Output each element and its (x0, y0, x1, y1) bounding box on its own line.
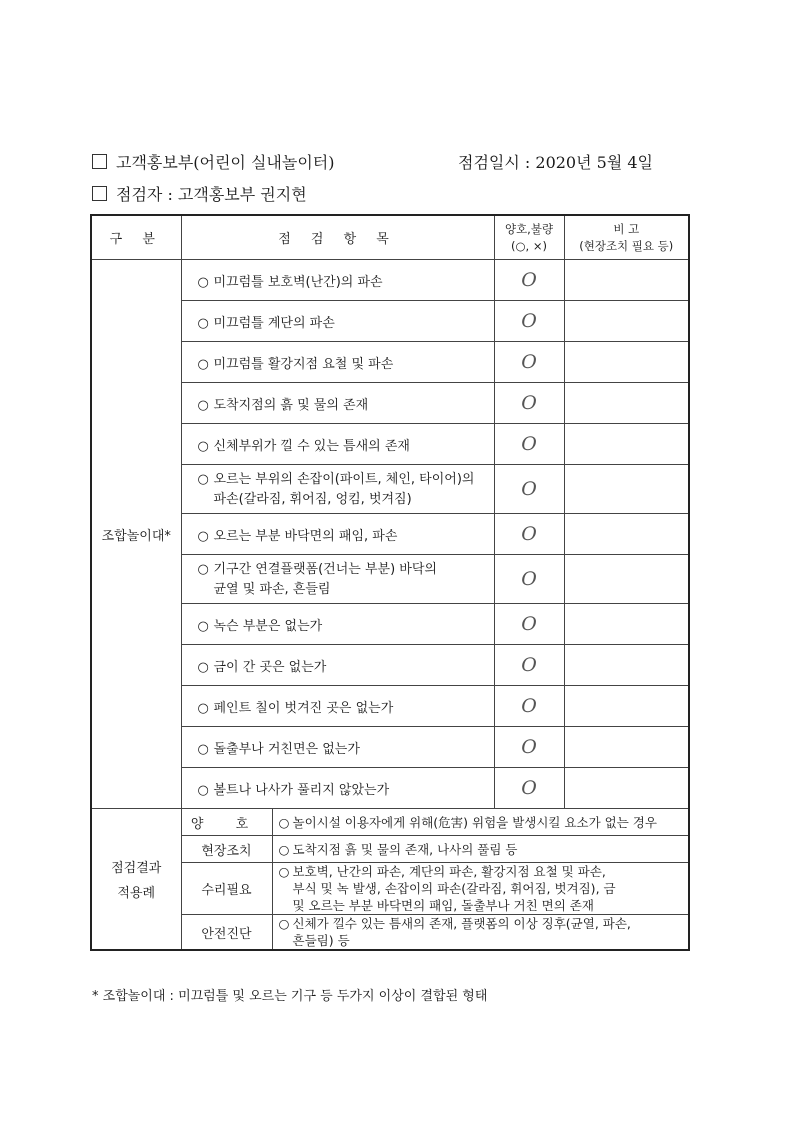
check-item-text: 미끄럼틀 활강지점 요철 및 파손 (213, 356, 394, 372)
result-mark: O (494, 768, 564, 809)
check-item-text: 금이 간 곳은 없는가 (213, 659, 327, 675)
check-item-text: 오르는 부위의 손잡이(파이트, 체인, 타이어)의 (213, 472, 475, 487)
note-cell (564, 465, 689, 514)
result-label: 안전진단 (181, 915, 272, 951)
checkbox-icon (92, 154, 107, 169)
check-item-text-cont: 균열 및 파손, 흔들림 (213, 582, 331, 597)
check-item-text: 페인트 칠이 벗겨진 곳은 없는가 (213, 700, 394, 716)
header-inspector: 점검자 : 고객홍보부 권지현 (92, 182, 307, 205)
header-department: 고객홍보부(어린이 실내놀이터) (92, 150, 335, 173)
result-mark: O (494, 686, 564, 727)
result-mark: O (494, 465, 564, 514)
check-item (181, 301, 494, 342)
table-row (91, 768, 689, 809)
check-item (181, 260, 494, 301)
result-mark: O (494, 260, 564, 301)
bullet-icon: ○ (197, 659, 209, 675)
result-mark: O (494, 604, 564, 645)
result-category-line2: 적용례 (117, 886, 156, 901)
check-item-text: 신체부위가 낄 수 있는 틈새의 존재 (213, 438, 410, 454)
result-description-line: 신체가 낄수 있는 틈새의 존재, 플랫폼의 이상 징후(균열, 파손, (292, 916, 631, 931)
bullet-icon: ○ (278, 916, 290, 931)
note-cell (564, 301, 689, 342)
header-note: 비 고 (현장조치 필요 등) (564, 215, 689, 260)
inspection-date: 점검일시 : 2020년 5월 4일 (458, 153, 654, 172)
check-item (181, 555, 494, 604)
result-label: 양 호 (181, 809, 272, 836)
table-row (91, 686, 689, 727)
note-cell (564, 555, 689, 604)
bullet-icon: ○ (197, 741, 209, 757)
result-description (272, 809, 689, 836)
check-item (181, 514, 494, 555)
result-description-line: 및 오르는 부분 바닥면의 패임, 돌출부나 거친 면의 존재 (292, 898, 594, 913)
check-item-text: 돌출부나 거친면은 없는가 (213, 741, 360, 757)
result-description (272, 863, 689, 915)
bullet-icon: ○ (197, 700, 209, 716)
result-category-line1: 점검결과 (111, 861, 162, 876)
table-row (91, 514, 689, 555)
check-item-text: 미끄럼틀 보호벽(난간)의 파손 (213, 274, 383, 290)
bullet-icon: ○ (197, 274, 209, 290)
bullet-icon: ○ (197, 472, 209, 487)
result-description-line: 놀이시설 이용자에게 위해(危害) 위험을 발생시킬 요소가 없는 경우 (292, 814, 657, 830)
bullet-icon: ○ (197, 618, 209, 634)
check-item (181, 465, 494, 514)
note-cell (564, 604, 689, 645)
check-item-text: 기구간 연결플랫폼(건너는 부분) 바닥의 (213, 562, 437, 577)
bullet-icon: ○ (197, 397, 209, 413)
footnote: * 조합놀이대 : 미끄럼틀 및 오르는 기구 등 두가지 이상이 결합된 형태 (92, 989, 488, 1004)
note-cell (564, 727, 689, 768)
bullet-icon: ○ (197, 562, 209, 577)
check-item (181, 768, 494, 809)
category-cell: 조합놀이대* (91, 260, 181, 809)
table-row (91, 260, 689, 301)
check-item (181, 686, 494, 727)
check-item-text-cont: 파손(갈라짐, 휘어짐, 엉킴, 벗겨짐) (213, 492, 412, 507)
result-mark: O (494, 424, 564, 465)
check-item (181, 645, 494, 686)
table-row (91, 555, 689, 604)
result-description-line: 도착지점 흙 및 물의 존재, 나사의 풀림 등 (292, 841, 518, 857)
note-cell (564, 768, 689, 809)
table-row (91, 727, 689, 768)
result-label: 현장조치 (181, 836, 272, 863)
result-description-line: 보호벽, 난간의 파손, 계단의 파손, 활강지점 요철 및 파손, (292, 864, 606, 879)
check-item (181, 383, 494, 424)
result-mark: O (494, 555, 564, 604)
table-row (91, 645, 689, 686)
result-mark: O (494, 383, 564, 424)
result-mark: O (494, 645, 564, 686)
note-cell (564, 342, 689, 383)
note-cell (564, 424, 689, 465)
header-result: 양호,불량 (○, ×) (494, 215, 564, 260)
result-mark: O (494, 342, 564, 383)
bullet-icon: ○ (278, 864, 290, 879)
result-row (91, 836, 689, 863)
check-item-text: 오르는 부분 바닥면의 패임, 파손 (213, 528, 398, 544)
table-header-row (91, 215, 689, 260)
result-description-line: 부식 및 녹 발생, 손잡이의 파손(갈라짐, 휘어짐, 벗겨짐), 금 (292, 881, 616, 896)
bullet-icon: ○ (197, 356, 209, 372)
header-category: 구 분 (91, 215, 181, 260)
check-item-text: 녹슨 부분은 없는가 (213, 618, 323, 634)
result-label: 수리필요 (181, 863, 272, 915)
note-cell (564, 514, 689, 555)
note-cell (564, 686, 689, 727)
check-item (181, 424, 494, 465)
check-item (181, 727, 494, 768)
result-mark: O (494, 727, 564, 768)
bullet-icon: ○ (197, 315, 209, 331)
table-row (91, 383, 689, 424)
result-mark: O (494, 301, 564, 342)
result-mark: O (494, 514, 564, 555)
result-row (91, 915, 689, 951)
result-category-cell (91, 809, 181, 951)
header-item: 점 검 항 목 (181, 215, 494, 260)
result-description (272, 915, 689, 951)
bullet-icon: ○ (197, 782, 209, 798)
table-row (91, 604, 689, 645)
result-row (91, 863, 689, 915)
note-cell (564, 383, 689, 424)
note-cell (564, 260, 689, 301)
table-row (91, 342, 689, 383)
check-item (181, 342, 494, 383)
table-row (91, 301, 689, 342)
result-description (272, 836, 689, 863)
bullet-icon: ○ (278, 814, 290, 830)
check-item-text: 도착지점의 흙 및 물의 존재 (213, 397, 369, 413)
checkbox-icon (92, 186, 107, 201)
bullet-icon: ○ (197, 438, 209, 454)
note-cell (564, 645, 689, 686)
check-item (181, 604, 494, 645)
inspection-table (90, 214, 690, 951)
bullet-icon: ○ (197, 528, 209, 544)
table-row (91, 465, 689, 514)
result-description-line: 흔들림) 등 (292, 933, 350, 948)
result-row (91, 809, 689, 836)
check-item-text: 미끄럼틀 계단의 파손 (213, 315, 335, 331)
table-row (91, 424, 689, 465)
check-item-text: 볼트나 나사가 풀리지 않았는가 (213, 782, 390, 798)
bullet-icon: ○ (278, 841, 290, 857)
